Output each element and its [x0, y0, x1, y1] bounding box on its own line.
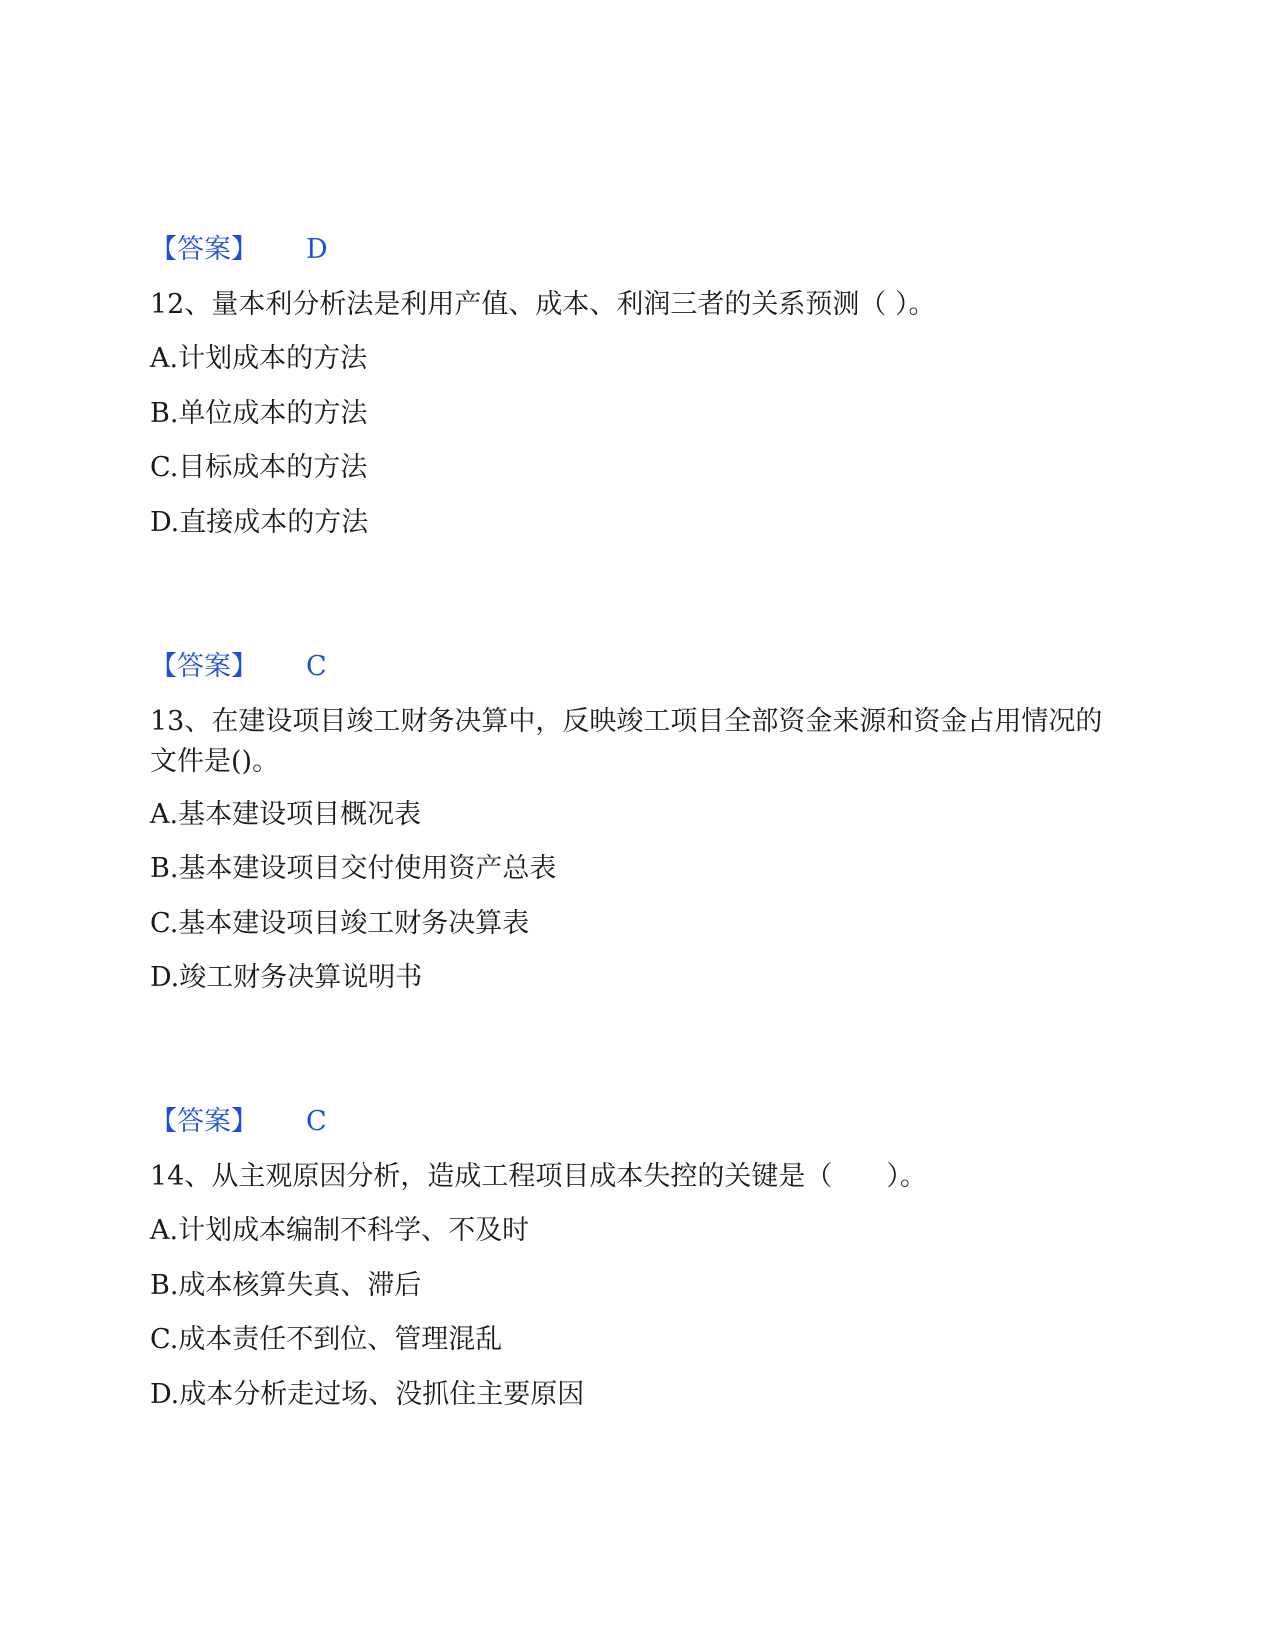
answer-line	[150, 232, 328, 268]
question-14-option-c: C.成本责任不到位、管理混乱	[150, 1324, 503, 1355]
answer-line	[150, 649, 327, 685]
answer-label: 【答案】	[150, 1106, 258, 1137]
question-13-option-c: C.基本建设项目竣工财务决算表	[150, 908, 530, 939]
answer-value: C	[306, 651, 327, 682]
question-12-option-a: A.计划成本的方法	[150, 343, 368, 374]
question-12-option-b: B.单位成本的方法	[150, 398, 368, 429]
question-13-option-a: A.基本建设项目概况表	[150, 799, 422, 830]
question-13-option-d: D.竣工财务决算说明书	[150, 962, 423, 993]
question-14-option-a: A.计划成本编制不科学、不及时	[150, 1215, 530, 1246]
answer-label: 【答案】	[150, 234, 258, 265]
question-12-text: 12、量本利分析法是利用产值、成本、利润三者的关系预测（ ）。	[150, 289, 936, 320]
question-14-text: 14、从主观原因分析，造成工程项目成本失控的关键是（ ）。	[150, 1161, 927, 1192]
answer-value: C	[306, 1106, 327, 1137]
question-14-option-b: B.成本核算失真、滞后	[150, 1270, 422, 1301]
question-13-option-b: B.基本建设项目交付使用资产总表	[150, 853, 557, 884]
answer-label: 【答案】	[150, 651, 258, 682]
question-14-option-d: D.成本分析走过场、没抓住主要原因	[150, 1379, 585, 1410]
question-12-option-c: C.目标成本的方法	[150, 452, 368, 483]
answer-value: D	[306, 234, 328, 265]
answer-line	[150, 1104, 327, 1140]
question-13-text: 13、在建设项目竣工财务决算中，反映竣工项目全部资金来源和资金占用情况的文件是()。	[150, 706, 1103, 777]
question-12-option-d: D.直接成本的方法	[150, 507, 369, 538]
